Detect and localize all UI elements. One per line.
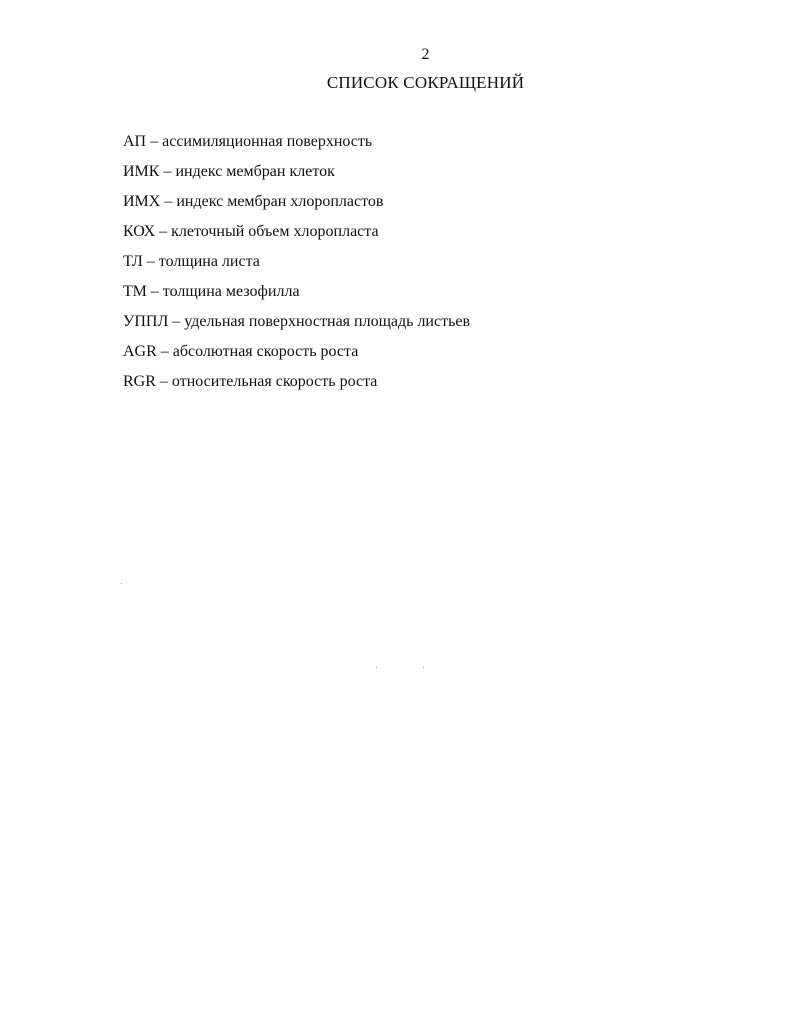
abbreviation-definition: относительная скорость роста bbox=[171, 373, 378, 390]
page-title: СПИСОК СОКРАЩЕНИЙ bbox=[326, 73, 525, 92]
page-number: 2 bbox=[421, 46, 430, 63]
abbreviation-term: ИМК bbox=[123, 163, 160, 180]
abbreviation-definition: индекс мембран клеток bbox=[175, 163, 335, 180]
abbreviation-definition: толщина мезофилла bbox=[162, 283, 300, 300]
abbreviation-term: УППЛ bbox=[123, 313, 169, 330]
abbreviation-dash: – bbox=[150, 133, 159, 150]
abbreviation-definition: толщина листа bbox=[158, 253, 260, 270]
abbreviation-item-tm bbox=[123, 281, 470, 311]
abbreviation-item-ap bbox=[123, 131, 470, 161]
abbreviation-item-rgr bbox=[123, 371, 470, 401]
abbreviation-list bbox=[123, 131, 470, 401]
abbreviation-dash: – bbox=[159, 373, 168, 390]
abbreviation-term: ИМХ bbox=[123, 193, 161, 210]
abbreviation-term: AGR bbox=[123, 343, 157, 360]
abbreviation-dash: – bbox=[163, 163, 172, 180]
scan-speck bbox=[121, 583, 122, 584]
scan-speck bbox=[423, 667, 424, 668]
abbreviation-item-uppl bbox=[123, 311, 470, 341]
abbreviation-dash: – bbox=[146, 253, 155, 270]
abbreviation-definition: индекс мембран хлоропластов bbox=[176, 193, 384, 210]
abbreviation-item-tl bbox=[123, 251, 470, 281]
abbreviation-definition: ассимиляционная поверхность bbox=[162, 133, 373, 150]
scan-speck bbox=[376, 667, 377, 668]
abbreviation-item-koh bbox=[123, 221, 470, 251]
abbreviation-definition: удельная поверхностная площадь листьев bbox=[184, 313, 471, 330]
abbreviation-definition: абсолютная скорость роста bbox=[172, 343, 359, 360]
abbreviation-item-imh bbox=[123, 191, 470, 221]
abbreviation-term: ТМ bbox=[123, 283, 147, 300]
abbreviation-term: КОХ bbox=[123, 223, 156, 240]
abbreviation-term: RGR bbox=[123, 373, 156, 390]
abbreviation-term: ТЛ bbox=[123, 253, 143, 270]
abbreviation-definition: клеточный объем хлоропласта bbox=[171, 223, 379, 240]
abbreviation-dash: – bbox=[150, 283, 159, 300]
abbreviation-dash: – bbox=[172, 313, 181, 330]
abbreviation-item-imk bbox=[123, 161, 470, 191]
abbreviation-dash: – bbox=[159, 223, 168, 240]
abbreviation-item-agr bbox=[123, 341, 470, 371]
abbreviation-dash: – bbox=[164, 193, 173, 210]
abbreviation-term: АП bbox=[123, 133, 147, 150]
abbreviation-dash: – bbox=[160, 343, 169, 360]
